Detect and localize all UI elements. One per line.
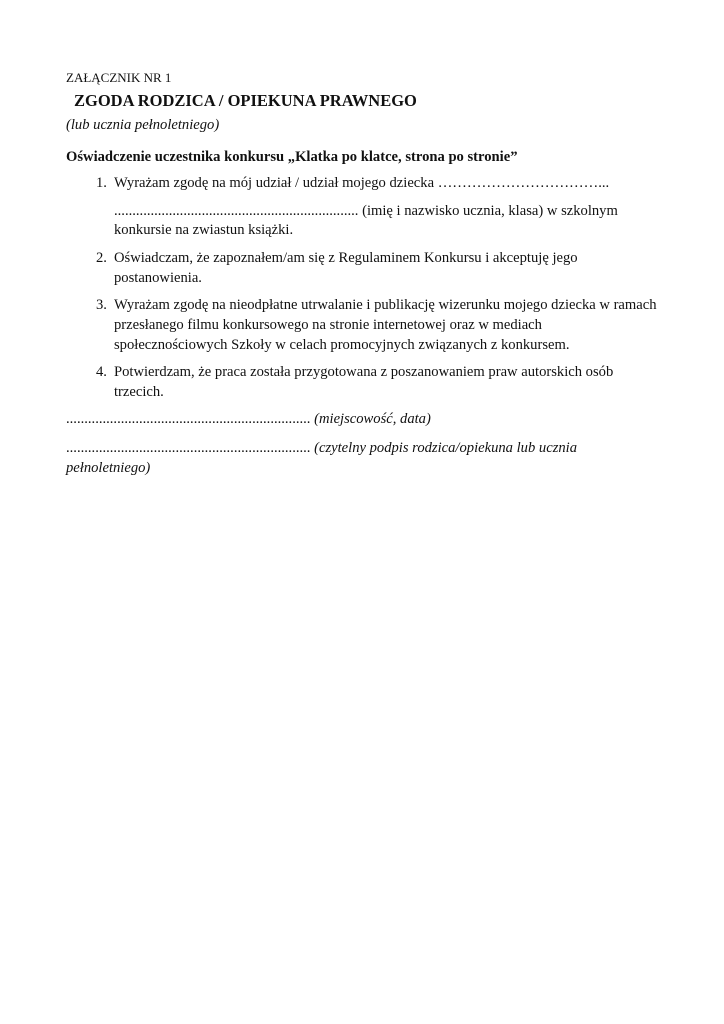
item-text: trzecich. [114,384,164,400]
item-text: konkursie na zwiastun książki. [114,222,294,238]
signature-label-continued: pełnoletniego) [66,460,151,476]
item-text: postanowienia. [114,270,202,286]
item-text: ................................................................... (imię i nazwisko ucznia, klasa) w szkolnym [114,203,618,219]
signature-dots: ................................................................... [66,440,311,456]
item-number: 1. [96,175,107,191]
signature-line [66,439,577,457]
document-subtitle: (lub ucznia pełnoletniego) [66,117,220,133]
item-text: Potwierdzam, że praca została przygotowana z poszanowaniem praw autorskich osób [114,364,614,380]
item-text: Wyrażam zgodę na nieodpłatne utrwalanie i publikację wizerunku mojego dziecka w ramach [114,297,657,313]
item-number: 2. [96,250,107,266]
signature-label: (czytelny podpis rodzica/opiekuna lub ucznia [314,440,578,456]
place-date-line [66,410,431,428]
document-title: ZGODA RODZICA / OPIEKUNA PRAWNEGO [74,91,417,110]
place-date-label: (miejscowość, data) [314,411,431,427]
item-text: przesłanego filmu konkursowego na stronie internetowej oraz w mediach [114,317,542,333]
item-number: 3. [96,297,107,313]
statement-heading: Oświadczenie uczestnika konkursu „Klatka po klatce, strona po stronie” [66,149,518,165]
place-date-dots: ................................................................... [66,411,311,427]
item-text: Oświadczam, że zapoznałem/am się z Regulaminem Konkursu i akceptuję jego [114,250,578,266]
item-number: 4. [96,364,107,380]
item-text: społecznościowych Szkoły w celach promocyjnych związanych z konkursem. [114,337,570,353]
attachment-label: ZAŁĄCZNIK NR 1 [66,70,172,85]
item-text: Wyrażam zgodę na mój udział / udział mojego dziecka ……………………………... [114,175,610,191]
